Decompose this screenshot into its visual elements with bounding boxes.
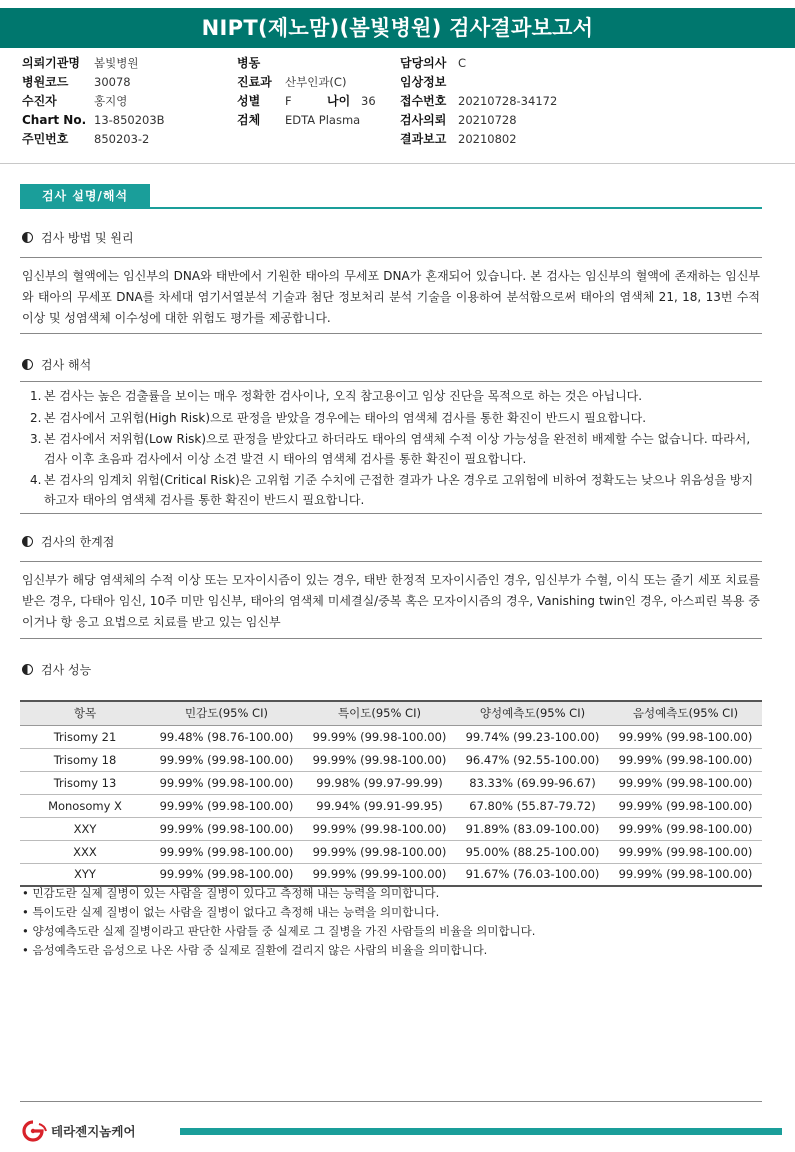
performance-heading-text: 검사 성능 xyxy=(41,663,92,677)
table-cell: 99.99% (99.99-100.00) xyxy=(303,863,456,886)
info-label: 주민번호 xyxy=(22,132,69,146)
table-cell: 99.99% (99.98-100.00) xyxy=(303,725,456,748)
info-label: 접수번호 xyxy=(400,94,447,108)
list-item-number: 3. xyxy=(30,432,42,446)
table-cell: 91.89% (83.09-100.00) xyxy=(456,817,609,840)
info-row xyxy=(237,73,376,92)
info-value: 20210728-34172 xyxy=(458,94,558,108)
list-item xyxy=(30,430,760,469)
column-header: 민감도(95% CI) xyxy=(150,701,303,725)
table-cell: 95.00% (88.25-100.00) xyxy=(456,840,609,863)
note-item: • 음성예측도란 음성으로 나온 사람 중 실제로 질환에 걸리지 않은 사람의 비율을 의미합니다. xyxy=(22,943,488,957)
info-row xyxy=(400,92,557,111)
list-item-text: 본 검사에서 저위험(Low Risk)으로 판정을 받았다고 하더라도 태아의 염색체 수적 이상 가능성을 완전히 배제할 수는 없습니다. 따라서, 검사 이후 초음파 검사에서 이상 소견 발견 시 태아의 염색체 검사를 통한 확진이 필요합니다. xyxy=(44,432,751,466)
column-header: 특이도(95% CI) xyxy=(303,701,456,725)
terragen-logo-icon xyxy=(18,1120,48,1142)
ward-label: 병동 xyxy=(237,56,261,70)
table-cell: Monosomy X xyxy=(20,794,150,817)
info-row xyxy=(22,111,165,130)
half-circle-icon xyxy=(22,536,33,547)
interpretation-list xyxy=(30,387,760,512)
info-label: 의뢰기관명 xyxy=(22,56,80,70)
section-underline xyxy=(20,207,762,209)
list-item xyxy=(30,471,760,510)
half-circle-icon xyxy=(22,232,33,243)
list-item-number: 2. xyxy=(30,410,42,425)
column-header: 항목 xyxy=(20,701,150,725)
method-heading-text: 검사 방법 및 원리 xyxy=(41,231,134,245)
note-item: • 양성예측도란 실제 질병이라고 판단한 사람들 중 실제로 그 질병을 가진 사람들의 비율을 의미합니다. xyxy=(22,924,536,938)
column-header: 양성예측도(95% CI) xyxy=(456,701,609,725)
dept-label: 진료과 xyxy=(237,75,272,89)
info-label: Chart No. xyxy=(22,113,87,127)
divider xyxy=(20,561,762,562)
performance-table xyxy=(20,700,762,887)
table-row xyxy=(20,794,762,817)
info-row xyxy=(237,54,376,73)
info-row xyxy=(22,73,165,92)
table-row xyxy=(20,840,762,863)
footer-divider xyxy=(20,1101,762,1102)
table-cell: 99.99% (99.98-100.00) xyxy=(609,863,762,886)
table-cell: Trisomy 13 xyxy=(20,771,150,794)
divider xyxy=(20,333,762,334)
table-cell: XXY xyxy=(20,817,150,840)
divider xyxy=(20,257,762,258)
info-value: 홍지영 xyxy=(94,94,128,108)
table-cell: Trisomy 21 xyxy=(20,725,150,748)
table-row xyxy=(20,748,762,771)
info-value: 20210802 xyxy=(458,132,517,146)
info-row xyxy=(237,111,376,130)
table-row xyxy=(20,817,762,840)
info-label: 결과보고 xyxy=(400,132,447,146)
divider xyxy=(20,638,762,639)
table-cell: 99.99% (99.98-100.00) xyxy=(303,840,456,863)
patient-info xyxy=(0,54,795,164)
table-cell: 99.99% (99.98-100.00) xyxy=(150,794,303,817)
list-item-text: 본 검사는 높은 검출률을 보이는 매우 정확한 검사이나, 오직 참고용이고 임상 진단을 목적으로 하는 것은 아닙니다. xyxy=(44,389,643,403)
method-heading xyxy=(22,228,134,248)
info-col-3 xyxy=(400,54,557,149)
table-header-row xyxy=(20,701,762,725)
table-cell: 99.99% (99.98-100.00) xyxy=(150,840,303,863)
info-value: 30078 xyxy=(94,75,131,89)
info-value: 20210728 xyxy=(458,113,517,127)
table-cell: 99.99% (99.98-100.00) xyxy=(609,794,762,817)
list-item-number: 4. xyxy=(30,473,42,487)
table-row xyxy=(20,863,762,886)
info-value: 봄빛병원 xyxy=(94,56,139,70)
sex-value: F xyxy=(285,94,292,108)
limitations-heading xyxy=(22,532,114,552)
table-cell: 99.99% (99.98-100.00) xyxy=(150,863,303,886)
table-cell: 99.99% (99.98-100.00) xyxy=(150,771,303,794)
table-cell: 99.74% (99.23-100.00) xyxy=(456,725,609,748)
specimen-label: 검체 xyxy=(237,113,261,127)
interpretation-heading-text: 검사 해석 xyxy=(41,358,92,372)
info-row xyxy=(237,92,376,111)
table-cell: 91.67% (76.03-100.00) xyxy=(456,863,609,886)
info-row xyxy=(22,54,165,73)
info-row xyxy=(400,54,557,73)
table-row xyxy=(20,725,762,748)
dept-value: 산부인과(C) xyxy=(285,75,347,89)
info-value: 850203-2 xyxy=(94,132,150,146)
list-item xyxy=(30,387,760,407)
table-cell: 96.47% (92.55-100.00) xyxy=(456,748,609,771)
report-title: NIPT(제노맘)(봄빛병원) 검사결과보고서 xyxy=(0,8,795,48)
method-paragraph: 임신부의 혈액에는 임신부의 DNA와 태반에서 기원한 태아의 무세포 DNA가 혼재되어 있습니다. 본 검사는 임신부의 혈액에 존재하는 임신부와 태아의 무세포 DNA를 차세대 염기서열분석 기술과 첨단 정보처리 분석 기술을 이용하여 분석함으로써 태아의 염색체 21, 18, 13번 수적 이상 및 성염색체 이수성에 대한 위험도 평가를 제공합니다. xyxy=(22,269,760,325)
note-item: • 민감도란 실제 질병이 있는 사람을 질병이 있다고 측정해 내는 능력을 의미합니다. xyxy=(22,886,440,900)
company-logo xyxy=(18,1119,136,1143)
table-cell: 99.48% (98.76-100.00) xyxy=(150,725,303,748)
interpretation-heading xyxy=(22,355,91,375)
table-cell: 99.94% (99.91-99.95) xyxy=(303,794,456,817)
age-label: 나이 xyxy=(327,94,351,108)
column-header: 음성예측도(95% CI) xyxy=(609,701,762,725)
logo-text: 테라젠지놈케어 xyxy=(51,1124,136,1139)
list-item-text: 본 검사의 임계치 위험(Critical Risk)은 고위험 기준 수치에 근접한 결과가 나온 경우로 고위험에 비하여 정확도는 낮으나 위음성을 방지하고자 태아의 염색체 검사를 통한 확진이 반드시 필요합니다. xyxy=(44,473,754,507)
info-label: 병원코드 xyxy=(22,75,69,89)
age-value: 36 xyxy=(361,94,376,108)
table-cell: 99.99% (99.98-100.00) xyxy=(303,748,456,771)
info-col-1 xyxy=(22,54,165,149)
sex-label: 성별 xyxy=(237,94,261,108)
table-cell: 99.99% (99.98-100.00) xyxy=(609,725,762,748)
info-label: 수진자 xyxy=(22,94,57,108)
table-cell: 83.33% (69.99-96.67) xyxy=(456,771,609,794)
list-item-text: 본 검사에서 고위험(High Risk)으로 판정을 받았을 경우에는 태아의 염색체 검사를 통한 확진이 반드시 필요합니다. xyxy=(44,410,647,425)
table-cell: XXX xyxy=(20,840,150,863)
half-circle-icon xyxy=(22,359,33,370)
list-item-number: 1. xyxy=(30,389,42,403)
table-cell: 99.99% (99.98-100.00) xyxy=(609,748,762,771)
note-item: • 특이도란 실제 질병이 없는 사람을 질병이 없다고 측정해 내는 능력을 의미합니다. xyxy=(22,905,440,919)
half-circle-icon xyxy=(22,664,33,675)
table-cell: 99.99% (99.98-100.00) xyxy=(150,748,303,771)
limitations-paragraph: 임신부가 해당 염색체의 수적 이상 또는 모자이시즘이 있는 경우, 태반 한정적 모자이시즘인 경우, 임신부가 수혈, 이식 또는 줄기 세포 치료를 받은 경우, 다태아 임신, 10주 미만 임신부, 태아의 염색체 미세결실/중복 혹은 모자이시즘의 경우, Vanishing twin인 경우, 아스피린 복용 중이거나 항 응고 요법으로 치료를 받고 있는 임신부 xyxy=(22,573,760,629)
table-cell: Trisomy 18 xyxy=(20,748,150,771)
limitations-heading-text: 검사의 한계점 xyxy=(41,535,115,549)
info-row xyxy=(400,73,557,92)
list-item xyxy=(30,409,760,429)
performance-heading xyxy=(22,660,91,680)
divider xyxy=(20,381,762,382)
divider xyxy=(20,513,762,514)
footer-accent-bar xyxy=(180,1128,782,1135)
info-col-2 xyxy=(237,54,376,130)
info-value: C xyxy=(458,56,467,70)
table-cell: 99.99% (99.98-100.00) xyxy=(609,840,762,863)
info-value: 13-850203B xyxy=(94,113,165,127)
info-label: 검사의뢰 xyxy=(400,113,447,127)
section-tab: 검사 설명/해석 xyxy=(20,184,150,208)
info-row xyxy=(22,92,165,111)
info-row xyxy=(22,130,165,149)
info-label: 담당의사 xyxy=(400,56,447,70)
table-cell: 67.80% (55.87-79.72) xyxy=(456,794,609,817)
table-cell: 99.99% (99.98-100.00) xyxy=(609,817,762,840)
info-row xyxy=(400,130,557,149)
table-cell: 99.99% (99.98-100.00) xyxy=(303,817,456,840)
table-cell: XYY xyxy=(20,863,150,886)
table-cell: 99.99% (99.98-100.00) xyxy=(150,817,303,840)
specimen-value: EDTA Plasma xyxy=(285,113,361,127)
performance-notes xyxy=(22,884,535,960)
table-cell: 99.99% (99.98-100.00) xyxy=(609,771,762,794)
info-row xyxy=(400,111,557,130)
table-row xyxy=(20,771,762,794)
info-label: 임상정보 xyxy=(400,75,447,89)
table-cell: 99.98% (99.97-99.99) xyxy=(303,771,456,794)
info-divider xyxy=(0,163,795,164)
